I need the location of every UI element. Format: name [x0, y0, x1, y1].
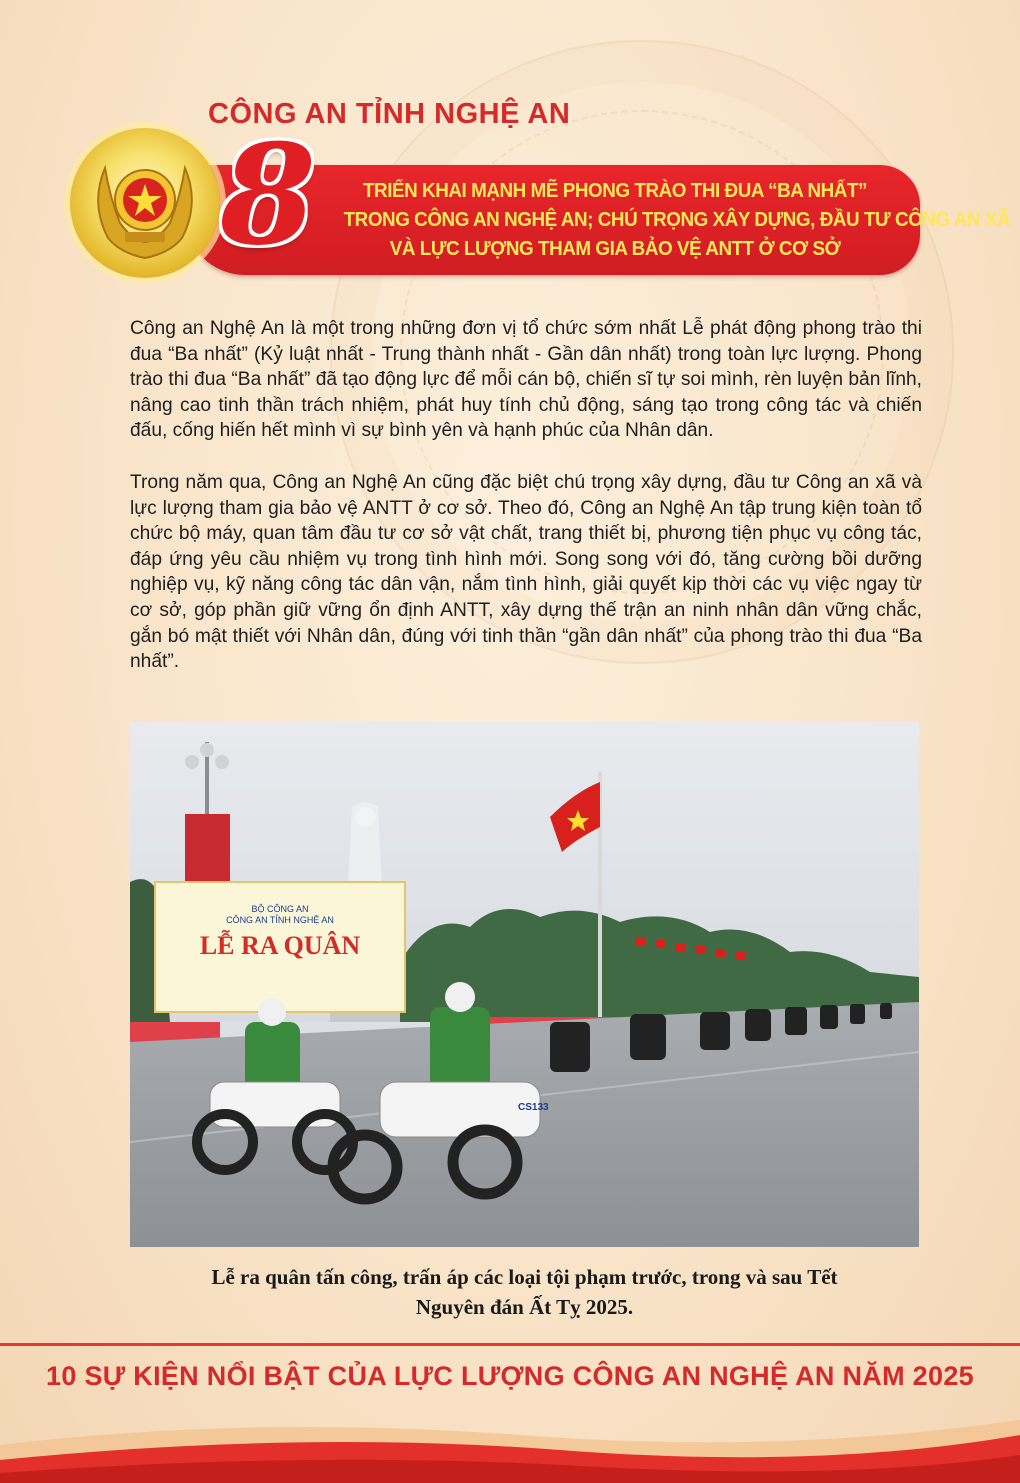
org-title: CÔNG AN TỈNH NGHỆ AN [208, 98, 571, 130]
photo-banner-title: LỄ RA QUÂN [199, 931, 361, 960]
paragraph-2: Trong năm qua, Công an Nghệ An cũng đặc biệt chú trọng xây dựng, đầu tư Công an xã và lực lượng tham gia bảo vệ ANTT ở cơ sở. Theo đó, Công an Nghệ An tập trung kiện toàn tổ chức bộ máy, quan tâm đầu tư cơ sở vật chất, trang thiết bị, phương tiện phục vụ công tác, đáp ứng yêu cầu nhiệm vụ trong tình hình mới. Song song với đó, tăng cường bồi dưỡng nghiệp vụ, kỹ năng công tác dân vận, nắm tình hình, giải quyết kịp thời các vụ việc ngay từ cơ sở, góp phần giữ vững ổn định ANTT, xây dựng thế trận an ninh nhân dân vững chắc, gắn bó mật thiết với Nhân dân, đúng với tinh thần “gần dân nhất” của phong trào thi đua “Ba nhất”. [130, 471, 922, 673]
headline-line-2: TRONG CÔNG AN NGHỆ AN; CHÚ TRỌNG XÂY DỰNG, ĐẦU TƯ CÔNG AN XÃ [343, 208, 1011, 231]
footer-wave-decoration [0, 1405, 1020, 1483]
headline-text [343, 176, 1011, 263]
photo-caption [130, 1262, 919, 1322]
event-number: 8 [220, 113, 317, 276]
headline-line-3: VÀ LỰC LƯỢNG THAM GIA BẢO VỆ ANTT Ở CƠ SỞ [389, 237, 841, 260]
headline-line-1: TRIỂN KHAI MẠNH MẼ PHONG TRÀO THI ĐUA “BA NHẤT” [362, 179, 867, 202]
caption-line-1: Lễ ra quân tấn công, trấn áp các loại tội phạm trước, trong và sau Tết [211, 1265, 838, 1289]
caption-line-2: Nguyên đán Ất Tỵ 2025. [415, 1295, 634, 1319]
ceremony-photo [130, 722, 919, 1247]
article-body [130, 316, 922, 701]
photo-banner-line2: CÔNG AN TỈNH NGHỆ AN [226, 915, 334, 925]
footer-title: 10 SỰ KIỆN NỔI BẬT CỦA LỰC LƯỢNG CÔNG AN NGHỆ AN NĂM 2025 [46, 1361, 974, 1391]
photo-plate: CS133 [518, 1102, 549, 1113]
police-emblem-icon [70, 128, 220, 278]
paragraph-1: Công an Nghệ An là một trong những đơn vị tổ chức sớm nhất Lễ phát động phong trào thi đua “Ba nhất” (Kỷ luật nhất - Trung thành nhất - Gần dân nhất) trong toàn lực lượng. Phong trào thi đua “Ba nhất” đã tạo động lực để mỗi cán bộ, chiến sĩ tự soi mình, rèn luyện bản lĩnh, nâng cao tinh thần trách nhiệm, phát huy tính chủ động, sáng tạo trong công tác và chiến đấu, cống hiến hết mình vì sự bình yên và hạnh phúc của Nhân dân. [130, 318, 922, 442]
footer-divider [0, 1343, 1020, 1346]
photo-banner-line1: BỘ CÔNG AN [251, 904, 309, 914]
